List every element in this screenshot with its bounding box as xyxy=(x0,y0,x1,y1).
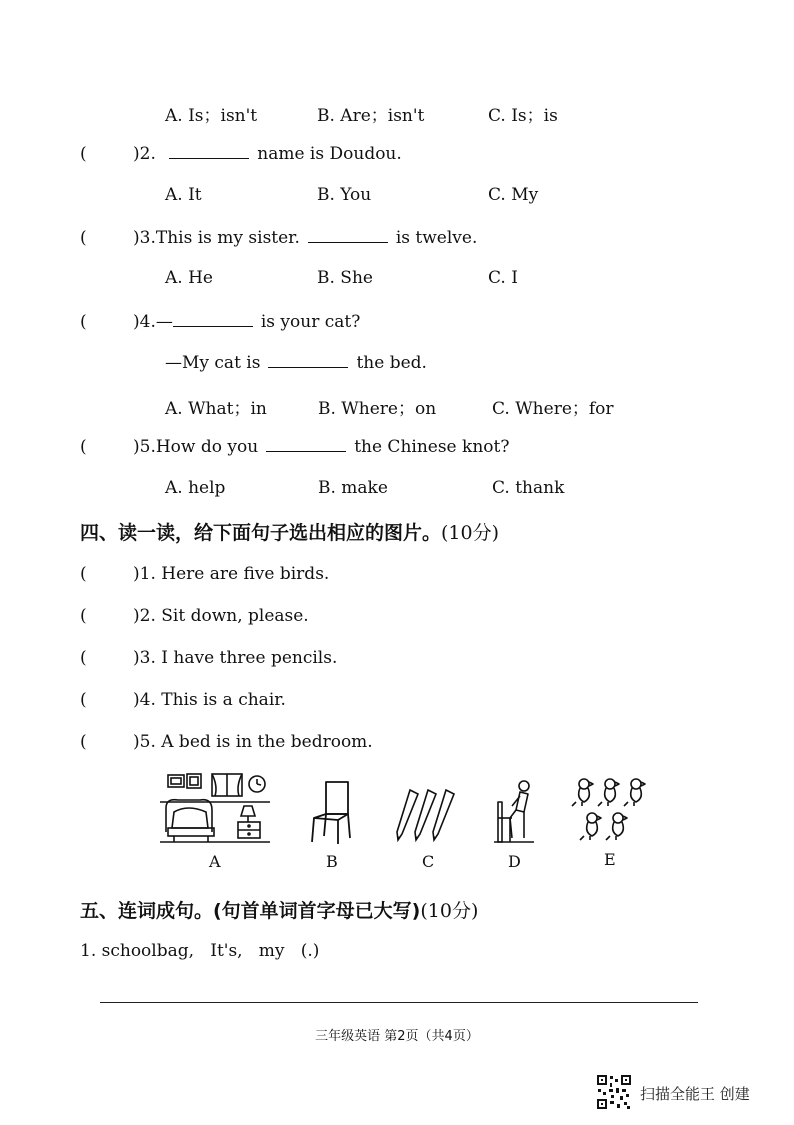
section-5-title: 五、连词成句。(句首单词首字母已大写) xyxy=(80,900,421,922)
question-text-pre: — xyxy=(155,312,173,332)
answer-blank xyxy=(173,312,253,327)
question-4-line-2 xyxy=(165,353,427,373)
section-5-heading xyxy=(80,896,478,923)
question-5 xyxy=(133,437,509,457)
answer-paren-open: ( xyxy=(80,732,87,752)
question-number: )3. xyxy=(133,228,156,248)
birds-icon xyxy=(570,776,656,846)
picture-label-a: A xyxy=(209,852,221,871)
picture-label-d: D xyxy=(508,852,521,871)
question-text-pre: —My cat is xyxy=(165,353,261,373)
question-number: )4. xyxy=(133,312,156,332)
answer-paren-open: ( xyxy=(80,437,87,457)
page-footer: 三年级英语 第2页（共4页） xyxy=(315,1029,479,1044)
qr-code-icon xyxy=(596,1074,632,1110)
q1-option-a: A. Is；isn't xyxy=(165,106,258,126)
scanner-watermark: 扫描全能王 创建 xyxy=(640,1085,750,1103)
question-2 xyxy=(133,144,402,164)
bedroom-icon xyxy=(160,772,270,844)
answer-paren-open: ( xyxy=(80,606,87,626)
q4-option-c: C. Where；for xyxy=(492,399,614,419)
answer-paren-open: ( xyxy=(80,648,87,668)
q2-option-a: A. It xyxy=(165,185,202,205)
q5-option-b: B. make xyxy=(318,478,388,498)
section-5-score: (10分) xyxy=(420,900,479,922)
question-text: the bed. xyxy=(356,353,427,373)
answer-paren-open: ( xyxy=(80,564,87,584)
q5-option-c: C. thank xyxy=(492,478,565,498)
answer-blank xyxy=(169,144,249,159)
answer-blank xyxy=(266,437,346,452)
section-4-score: (10分) xyxy=(441,522,500,544)
q3-option-c: C. I xyxy=(488,268,518,288)
q1-option-b: B. Are；isn't xyxy=(317,106,425,126)
reorder-question-1: 1. schoolbag, It's, my (.) xyxy=(80,941,320,961)
question-text: is twelve. xyxy=(395,228,478,248)
match-item-3: )3. I have three pencils. xyxy=(133,648,338,668)
section-4-heading xyxy=(80,518,499,545)
match-item-4: )4. This is a chair. xyxy=(133,690,286,710)
answer-paren-open: ( xyxy=(80,690,87,710)
question-number: )2. xyxy=(133,144,156,164)
chair-icon xyxy=(308,778,356,846)
match-item-5: )5. A bed is in the bedroom. xyxy=(133,732,373,752)
answer-blank xyxy=(268,353,348,368)
q2-option-c: C. My xyxy=(488,185,539,205)
picture-label-c: C xyxy=(422,852,435,871)
q5-option-a: A. help xyxy=(165,478,226,498)
q2-option-b: B. You xyxy=(317,185,372,205)
question-text: is your cat? xyxy=(260,312,361,332)
q3-option-b: B. She xyxy=(317,268,373,288)
answer-paren-open: ( xyxy=(80,312,87,332)
question-text: name is Doudou. xyxy=(257,144,402,164)
q1-option-c: C. Is；is xyxy=(488,106,558,126)
answer-blank xyxy=(308,228,388,243)
section-4-title: 四、读一读，给下面句子选出相应的图片。 xyxy=(80,522,442,544)
question-text: the Chinese knot? xyxy=(354,437,510,457)
question-4 xyxy=(133,312,360,332)
question-3 xyxy=(133,228,477,248)
footer-divider xyxy=(100,1002,698,1003)
picture-label-b: B xyxy=(326,852,338,871)
match-item-1: )1. Here are five birds. xyxy=(133,564,330,584)
sit-down-icon xyxy=(494,778,542,846)
match-item-2: )2. Sit down, please. xyxy=(133,606,309,626)
question-text-pre: This is my sister. xyxy=(155,228,300,248)
q4-option-a: A. What；in xyxy=(165,399,267,419)
answer-paren-open: ( xyxy=(80,144,87,164)
question-text-pre: How do you xyxy=(155,437,259,457)
q3-option-a: A. He xyxy=(165,268,213,288)
pencils-icon xyxy=(394,786,460,844)
q4-option-b: B. Where；on xyxy=(318,399,437,419)
question-number: )5. xyxy=(133,437,156,457)
picture-label-e: E xyxy=(604,850,616,869)
answer-paren-open: ( xyxy=(80,228,87,248)
